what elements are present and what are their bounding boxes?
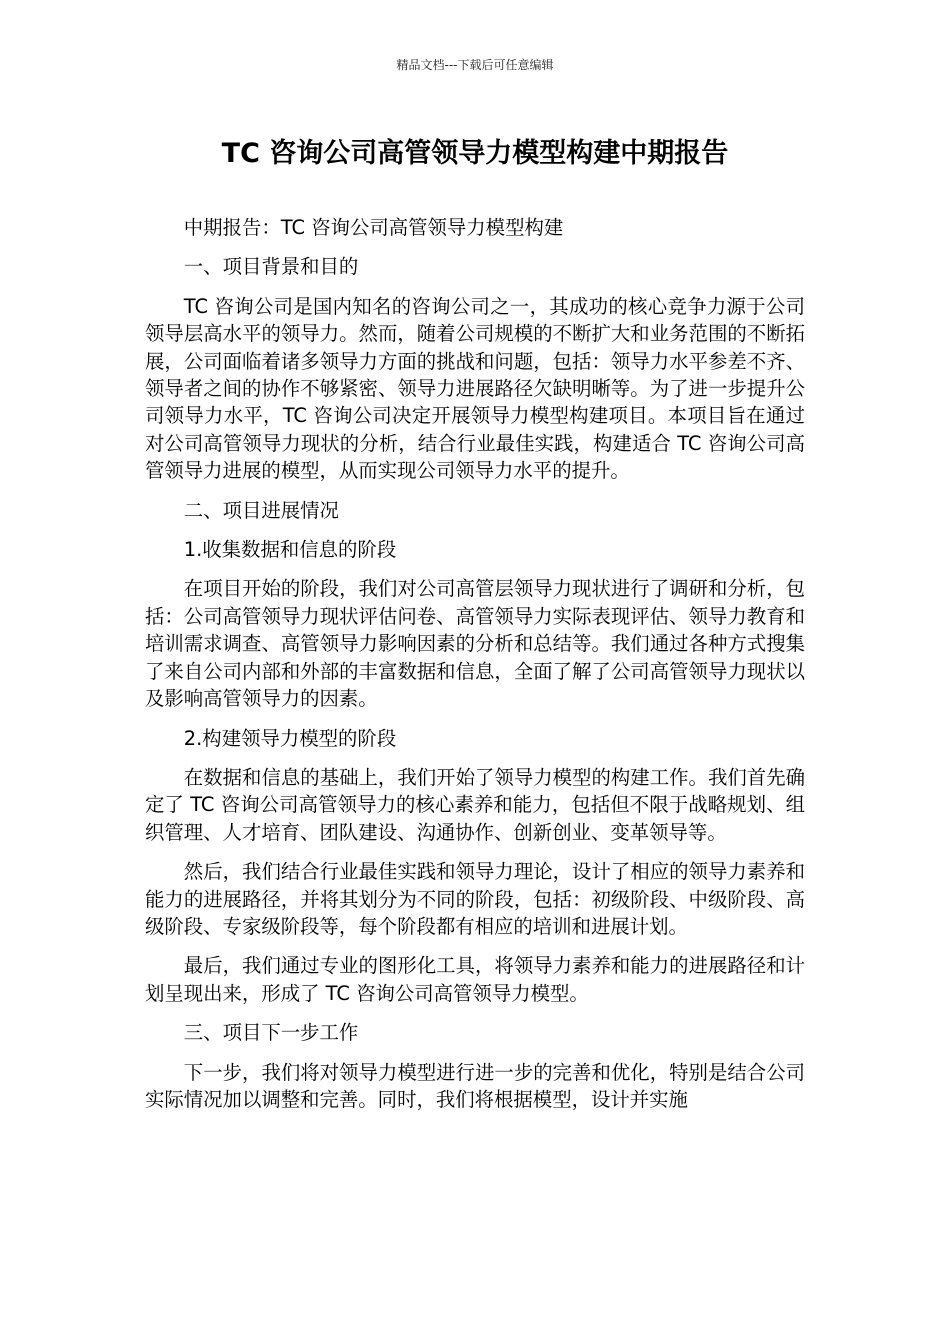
- report-subtitle: 中期报告：TC 咨询公司高管领导力模型构建: [183, 216, 564, 239]
- subsection-heading-model-building: 2.构建领导力模型的阶段: [183, 726, 397, 750]
- document-body: [145, 214, 805, 1125]
- paragraph-model-visualization: 最后，我们通过专业的图形化工具，将领导力素养和能力的进展路径和计划呈现出来，形成了 TC 咨询公司高管领导力模型。: [145, 954, 805, 1005]
- subsection-heading-data-collection: 1.收集数据和信息的阶段: [183, 538, 397, 562]
- section-heading-progress: 二、项目进展情况: [183, 498, 339, 522]
- document-title: TC 咨询公司高管领导力模型构建中期报告: [221, 138, 729, 169]
- section-heading-next-steps: 三、项目下一步工作: [183, 1021, 359, 1045]
- section-heading-background: 一、项目背景和目的: [183, 255, 359, 279]
- paragraph-data-collection: 在项目开始的阶段，我们对公司高管层领导力现状进行了调研和分析，包括：公司高管领导力现状评估问卷、高管领导力实际表现评估、领导力教育和培训需求调查、高管领导力影响因素的分析和总结等。我们通过各种方式搜集了来自公司内部和外部的丰富数据和信息，全面了解了公司高管领导力现状以及影响高管领导力的因素。: [145, 577, 805, 711]
- paragraph-model-development-path: 然后，我们结合行业最佳实践和领导力理论，设计了相应的领导力素养和能力的进展路径，并将其划分为不同的阶段，包括：初级阶段、中级阶段、高级阶段、专家级阶段等，每个阶段都有相应的培训和进展计划。: [145, 860, 805, 938]
- header-note: 精品文档---下载后可任意编辑: [396, 58, 554, 72]
- paragraph-background: TC 咨询公司是国内知名的咨询公司之一，其成功的核心竞争力源于公司领导层高水平的领导力。然而，随着公司规模的不断扩大和业务范围的不断拓展，公司面临着诸多领导力方面的挑战和问题，包括：领导力水平参差不齐、领导者之间的协作不够紧密、领导力进展路径欠缺明晰等。为了进一步提升公司领导力水平，TC 咨询公司决定开展领导力模型构建项目。本项目旨在通过对公司高管领导力现状的分析，结合行业最佳实践，构建适合 TC 咨询公司高管领导力进展的模型，从而实现公司领导力水平的提升。: [145, 294, 805, 483]
- paragraph-next-steps: 下一步，我们将对领导力模型进行进一步的完善和优化，特别是结合公司实际情况加以调整和完善。同时，我们将根据模型，设计并实施: [145, 1060, 805, 1111]
- paragraph-model-core-competencies: 在数据和信息的基础上，我们开始了领导力模型的构建工作。我们首先确定了 TC 咨询公司高管领导力的核心素养和能力，包括但不限于战略规划、组织管理、人才培育、团队建设、沟通协作、创新创业、变革领导等。: [145, 765, 805, 844]
